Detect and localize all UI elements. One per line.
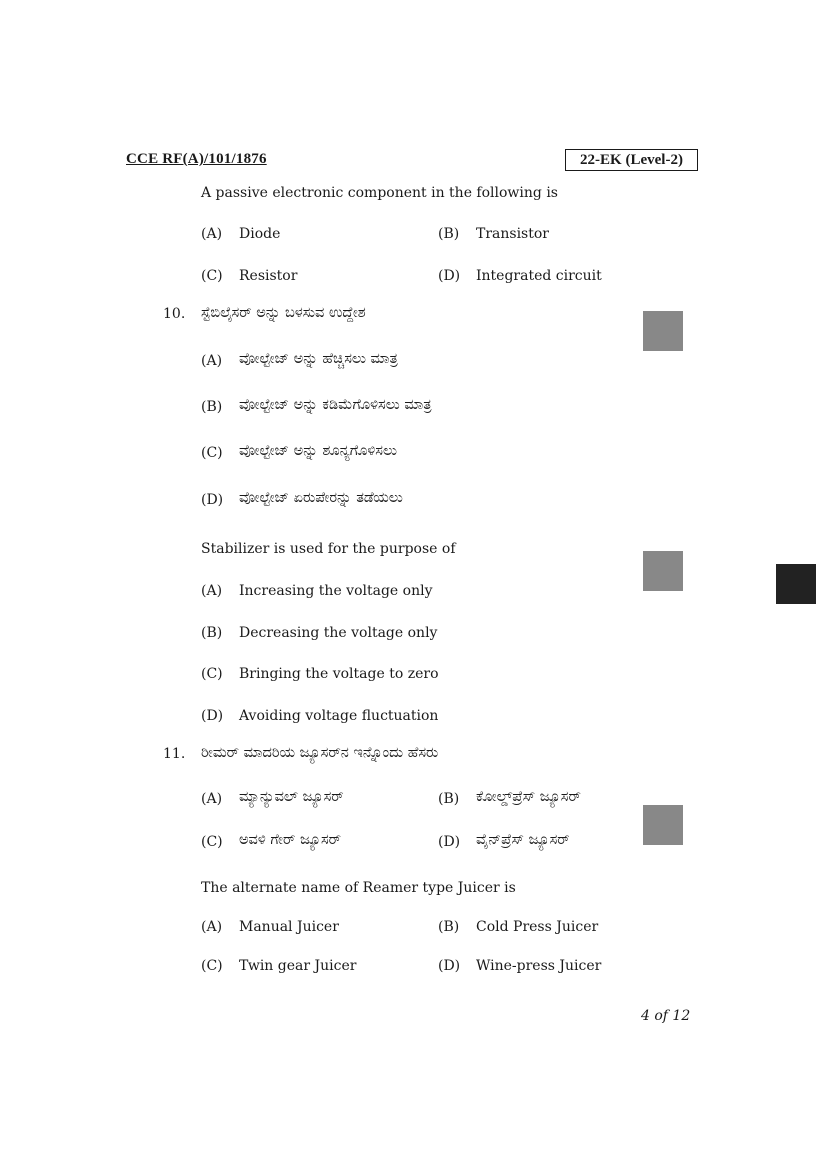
q9-option-b-letter: (B)	[438, 226, 460, 242]
q10-kn-option-a-text: ವೋಲ್ಟೇಜ್ ಅನ್ನು ಹೆಚ್ಚಿಸಲು ಮಾತ್ರ	[239, 351, 398, 367]
q10-en-option-c-text: Bringing the voltage to zero	[239, 666, 439, 682]
q11-en-option-d-text: Wine-press Juicer	[476, 958, 602, 974]
q11-kn-option-a-letter: (A)	[201, 791, 223, 807]
q11-en-option-c-text: Twin gear Juicer	[239, 958, 357, 974]
q10-en-option-a-text: Increasing the voltage only	[239, 583, 433, 599]
q10-kn-option-c-text: ವೋಲ್ಟೇಜ್ ಅನ್ನು ಶೂನ್ಯಗೊಳಿಸಲು	[239, 443, 397, 459]
q11-en-option-a-letter: (A)	[201, 919, 223, 935]
q10-kn-option-b-text: ವೋಲ್ಟೇಜ್ ಅನ್ನು ಕಡಿಮೆಗೊಳಿಸಲು ಮಾತ್ರ	[239, 397, 432, 413]
q11-kn-option-d-text: ವೈನ್‌ಪ್ರೆಸ್ ಜ್ಯೂಸರ್	[476, 832, 570, 848]
q10-english-text: Stabilizer is used for the purpose of	[201, 541, 456, 557]
q11-en-option-b-text: Cold Press Juicer	[476, 919, 599, 935]
q9-option-a-text: Diode	[239, 226, 281, 242]
q11-kannada-text: ರೀಮರ್ ಮಾದರಿಯ ಜ್ಯೂಸರ್‌ನ ಇನ್ನೊಂದು ಹೆಸರು	[201, 745, 439, 761]
q10-number: 10.	[163, 306, 186, 322]
q10-en-option-d-text: Avoiding voltage fluctuation	[239, 708, 439, 724]
q9-option-d-text: Integrated circuit	[476, 268, 602, 284]
qr-code-q10-kannada	[643, 311, 683, 351]
q11-kn-option-b-letter: (B)	[438, 791, 460, 807]
q9-option-c-text: Resistor	[239, 268, 298, 284]
q11-en-option-d-letter: (D)	[438, 958, 461, 974]
q11-kn-option-d-letter: (D)	[438, 834, 461, 850]
level-box: 22-EK (Level-2)	[565, 149, 698, 171]
q11-english-text: The alternate name of Reamer type Juicer is	[201, 880, 516, 896]
q11-number: 11.	[163, 746, 186, 762]
q10-en-option-b-text: Decreasing the voltage only	[239, 625, 438, 641]
q10-en-option-c-letter: (C)	[201, 666, 223, 682]
q10-en-option-a-letter: (A)	[201, 583, 223, 599]
q11-kn-option-c-text: ಅವಳಿ ಗೇರ್ ಜ್ಯೂಸರ್	[239, 832, 342, 848]
q11-en-option-c-letter: (C)	[201, 958, 223, 974]
q11-kn-option-a-text: ಮ್ಯಾನ್ಯುವಲ್ ಜ್ಯೂಸರ್	[239, 789, 344, 805]
q10-kn-option-d-letter: (D)	[201, 492, 224, 508]
q10-kn-option-c-letter: (C)	[201, 445, 223, 461]
q11-kn-option-b-text: ಕೋಲ್ಡ್‌ಪ್ರೆಸ್ ಜ್ಯೂಸರ್	[476, 789, 581, 805]
q9-option-b-text: Transistor	[476, 226, 549, 242]
q10-kn-option-a-letter: (A)	[201, 353, 223, 369]
q10-kn-option-b-letter: (B)	[201, 399, 223, 415]
q11-en-option-b-letter: (B)	[438, 919, 460, 935]
qr-code-page	[776, 564, 816, 604]
q9-option-c-letter: (C)	[201, 268, 223, 284]
q9-option-d-letter: (D)	[438, 268, 461, 284]
q11-kn-option-c-letter: (C)	[201, 834, 223, 850]
q10-en-option-d-letter: (D)	[201, 708, 224, 724]
qr-code-q10-english	[643, 551, 683, 591]
page-number: 4 of 12	[641, 1008, 691, 1024]
q10-kannada-text: ಸ್ಟೆಬಿಲೈಸರ್ ಅನ್ನು ಬಳಸುವ ಉದ್ದೇಶ	[201, 305, 366, 321]
q11-en-option-a-text: Manual Juicer	[239, 919, 339, 935]
q9-english-text: A passive electronic component in the following is	[201, 185, 558, 201]
q10-kn-option-d-text: ವೋಲ್ಟೇಜ್ ಏರುಪೇರನ್ನು ತಡೆಯಲು	[239, 490, 403, 506]
q10-en-option-b-letter: (B)	[201, 625, 223, 641]
qr-code-q11	[643, 805, 683, 845]
q9-option-a-letter: (A)	[201, 226, 223, 242]
paper-code: CCE RF(A)/101/1876	[126, 151, 267, 167]
